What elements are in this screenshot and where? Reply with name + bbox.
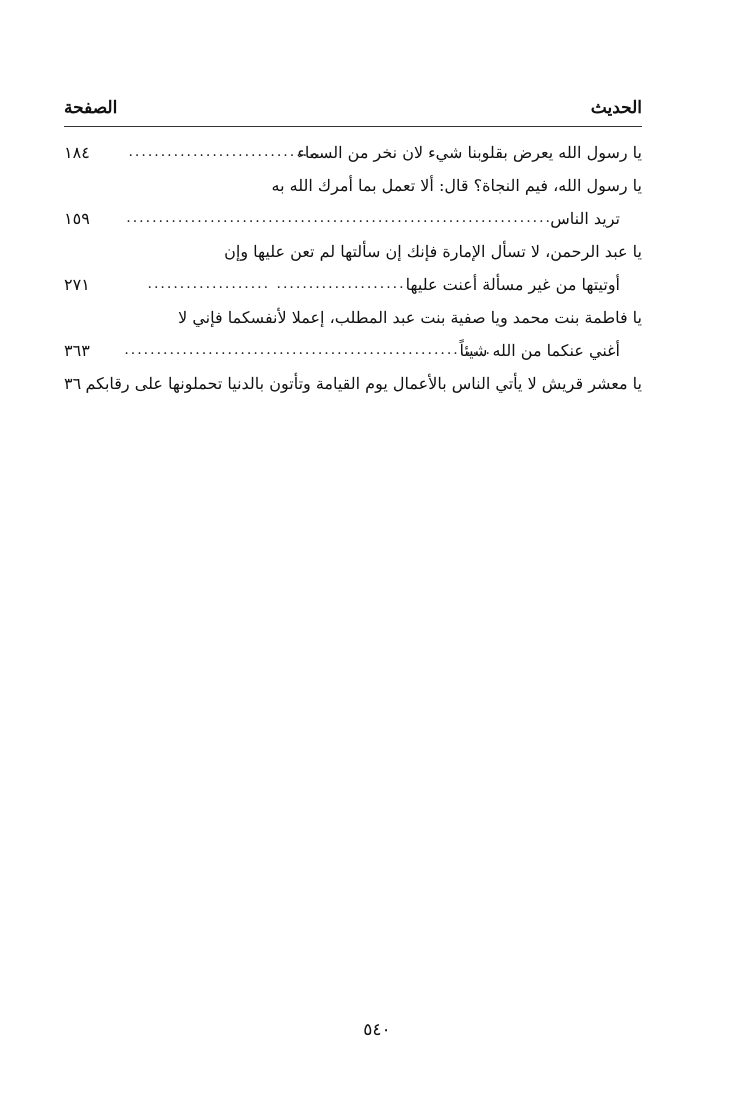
leader-dots: ..................... ................... <box>147 276 412 292</box>
leader-dots: ......................................................... <box>124 342 492 358</box>
index-line <box>64 367 642 400</box>
entry-text: يا رسول الله يعرض بقلوبنا شيء لان نخر من السماء <box>291 136 642 169</box>
leader-dots: .................................................................. <box>126 210 552 226</box>
index-line <box>64 136 642 169</box>
entry-text: يا معشر قريش لا يأتي الناس بالأعمال يوم القيامة وتأتون بالدنيا تحملونها على رقابكم <box>79 367 642 400</box>
index-line <box>64 301 642 334</box>
page-column-heading: الصفحة <box>64 98 118 118</box>
page-number-footer: ٥٤٠ <box>363 1020 391 1040</box>
entry-page-number: ٣٦٣ <box>64 341 90 360</box>
entry-page-number: ١٥٩ <box>64 209 90 228</box>
entry-text: يا فاطمة بنت محمد ويا صفية بنت عبد المطلب، إعملا لأنفسكما فإني لا <box>172 301 642 334</box>
index-header <box>64 98 642 127</box>
entry-text: تريد الناس <box>544 202 620 235</box>
entry-text: أغني عنكما من الله شيئاً <box>453 334 620 367</box>
leader-dots: .............................. <box>128 144 322 160</box>
index-line <box>64 235 642 268</box>
index-line <box>64 202 642 235</box>
entry-page-number: ٢٧١ <box>64 275 90 294</box>
index-entries <box>64 136 642 400</box>
entry-text: أوتيتها من غير مسألة أعنت عليها <box>400 268 620 301</box>
entry-text: يا عبد الرحمن، لا تسأل الإمارة فإنك إن سألتها لم تعن عليها وإن <box>218 235 642 268</box>
entry-page-number: ٣٦ <box>64 374 82 393</box>
entry-page-number: ١٨٤ <box>64 143 90 162</box>
index-line <box>64 334 642 367</box>
hadith-column-heading: الحديث <box>590 98 642 118</box>
index-line <box>64 268 642 301</box>
entry-text: يا رسول الله، فيم النجاة؟ قال: ألا تعمل بما أمرك الله به <box>266 169 643 202</box>
index-line <box>64 169 642 202</box>
